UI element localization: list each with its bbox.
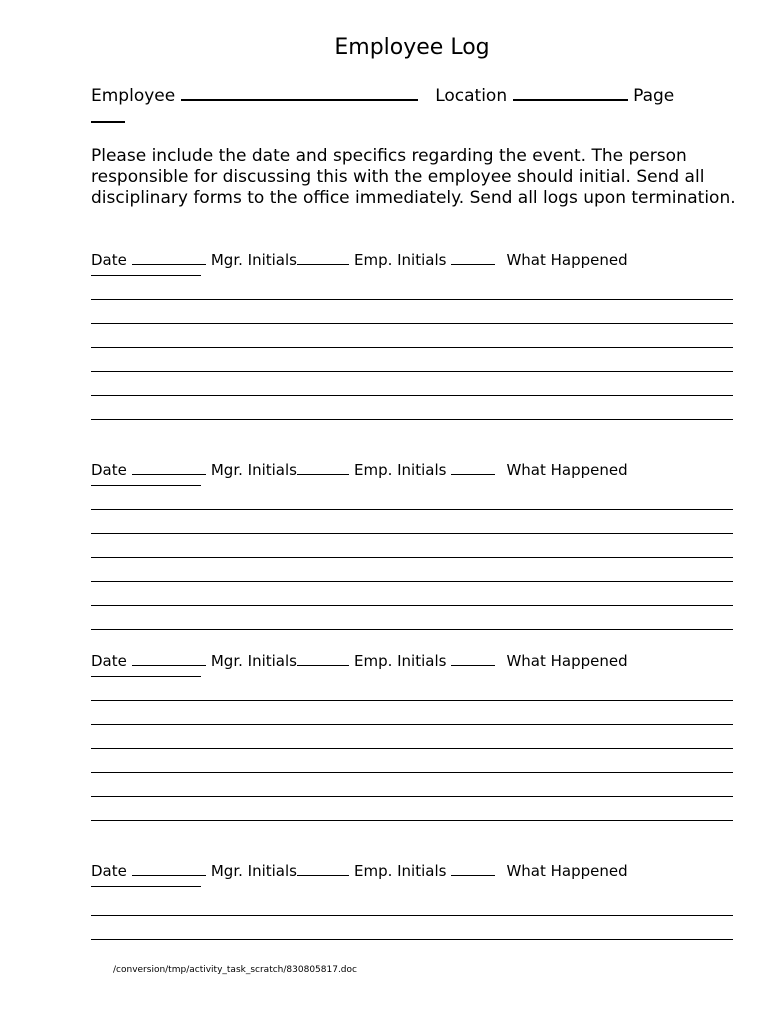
what-happened-blank[interactable]: [91, 485, 201, 486]
write-line[interactable]: [91, 419, 733, 420]
what-happened-blank[interactable]: [91, 676, 201, 677]
date-blank[interactable]: [132, 651, 206, 666]
write-line[interactable]: [91, 347, 733, 348]
write-line[interactable]: [91, 371, 733, 372]
location-blank[interactable]: [513, 82, 628, 101]
location-label: Location: [435, 86, 508, 106]
what-happened-blank[interactable]: [91, 275, 201, 276]
date-blank[interactable]: [132, 460, 206, 475]
emp-initials-blank[interactable]: [451, 861, 495, 876]
what-happened-label: What Happened: [506, 251, 628, 269]
date-label: Date: [91, 251, 127, 269]
write-line[interactable]: [91, 581, 733, 582]
write-line[interactable]: [91, 509, 733, 510]
write-line[interactable]: [91, 605, 733, 606]
write-line[interactable]: [91, 939, 733, 940]
what-happened-label: What Happened: [506, 862, 628, 880]
date-label: Date: [91, 461, 127, 479]
write-line[interactable]: [91, 772, 733, 773]
emp-initials-label: Emp. Initials: [353, 461, 447, 479]
what-happened-label: What Happened: [506, 652, 628, 670]
entry-fields: [91, 460, 733, 480]
entry-fields: [91, 250, 733, 270]
employee-blank[interactable]: [181, 82, 418, 101]
write-line[interactable]: [91, 700, 733, 701]
mgr-initials-label: Mgr. Initials: [210, 652, 297, 670]
entry-fields: [91, 861, 733, 881]
entry-fields: [91, 651, 733, 671]
page-title: Employee Log: [334, 35, 490, 60]
date-blank[interactable]: [132, 861, 206, 876]
what-happened-label: What Happened: [506, 461, 628, 479]
mgr-initials-blank[interactable]: [297, 250, 349, 265]
what-happened-blank[interactable]: [91, 886, 201, 887]
log-entry: [91, 651, 733, 671]
mgr-initials-label: Mgr. Initials: [210, 862, 297, 880]
log-entry: [91, 861, 733, 881]
write-line[interactable]: [91, 533, 733, 534]
mgr-initials-label: Mgr. Initials: [210, 461, 297, 479]
mgr-initials-blank[interactable]: [297, 460, 349, 475]
emp-initials-label: Emp. Initials: [353, 862, 447, 880]
write-line[interactable]: [91, 796, 733, 797]
log-entry: [91, 460, 733, 480]
employee-label: Employee: [91, 86, 176, 106]
write-line[interactable]: [91, 629, 733, 630]
emp-initials-blank[interactable]: [451, 460, 495, 475]
mgr-initials-blank[interactable]: [297, 861, 349, 876]
write-line[interactable]: [91, 820, 733, 821]
header-fields: [91, 82, 674, 107]
page-label: Page: [633, 86, 675, 106]
write-line[interactable]: [91, 748, 733, 749]
write-line[interactable]: [91, 557, 733, 558]
log-entry: [91, 250, 733, 270]
emp-initials-label: Emp. Initials: [353, 251, 447, 269]
write-line[interactable]: [91, 323, 733, 324]
date-label: Date: [91, 652, 127, 670]
emp-initials-blank[interactable]: [451, 250, 495, 265]
write-line[interactable]: [91, 299, 733, 300]
mgr-initials-blank[interactable]: [297, 651, 349, 666]
emp-initials-blank[interactable]: [451, 651, 495, 666]
date-blank[interactable]: [132, 250, 206, 265]
write-line[interactable]: [91, 724, 733, 725]
write-line[interactable]: [91, 395, 733, 396]
footer-file-path: /conversion/tmp/activity_task_scratch/830805817.doc: [113, 965, 357, 975]
emp-initials-label: Emp. Initials: [353, 652, 447, 670]
instructions-paragraph: Please include the date and specifics regarding the event. The person responsible for discussing this with the employee should initial. Send all disciplinary forms to the office immediately. Send all logs upon termination.: [91, 146, 736, 208]
mgr-initials-label: Mgr. Initials: [210, 251, 297, 269]
page-number-blank[interactable]: [91, 121, 125, 123]
write-line[interactable]: [91, 915, 733, 916]
date-label: Date: [91, 862, 127, 880]
